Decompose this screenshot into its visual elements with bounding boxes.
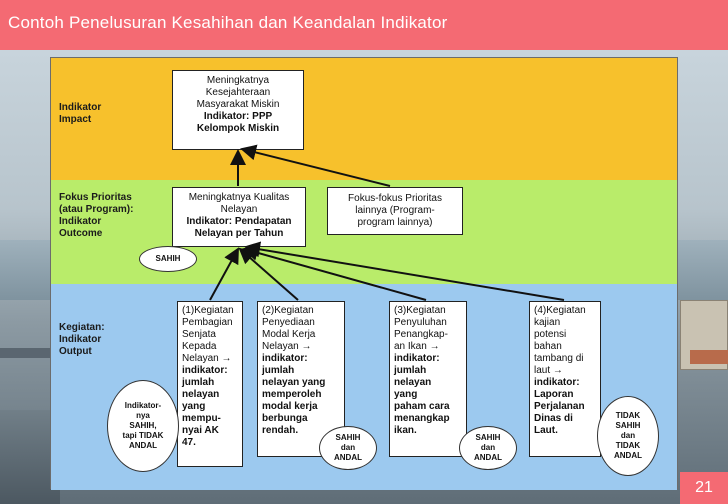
activity-line: Penangkap- xyxy=(394,329,448,340)
activity-indicator-line: Perjalanan xyxy=(534,401,585,412)
activity-line: (3)Kegiatan xyxy=(394,305,446,316)
activity-line: Penyuluhan xyxy=(394,317,447,328)
activity-line: Senjata xyxy=(182,329,216,340)
activity-line: laut → xyxy=(534,365,563,376)
outcome-indicator-line: Nelayan per Tahun xyxy=(194,228,284,239)
impact-goal-line: Kesejahteraan xyxy=(205,87,271,98)
activity-indicator-line: yang xyxy=(182,401,206,412)
outcome-band-label: Fokus Prioritas (atau Program): Indikator Outcome xyxy=(59,192,134,239)
activity-indicator-line: nelayan xyxy=(394,377,432,388)
activity-line: (4)Kegiatan xyxy=(534,305,586,316)
impact-goal-line: Masyarakat Miskin xyxy=(196,99,280,110)
activity-indicator-line: Laporan xyxy=(534,389,574,400)
activity-indicator-line: indikator: xyxy=(182,365,228,376)
oval-tidak-sahih-tidak-andal: TIDAK SAHIH dan TIDAK ANDAL xyxy=(597,396,659,476)
activity-indicator-line: mempu- xyxy=(182,413,221,424)
outcome-other-line: Fokus-fokus Prioritas xyxy=(348,193,442,204)
activity-line: potensi xyxy=(534,329,567,340)
activity-line: tambang di xyxy=(534,353,584,364)
outcome-other-line: program lainnya) xyxy=(357,217,433,228)
activity-line: Nelayan → xyxy=(182,353,232,364)
activity-indicator-line: 47. xyxy=(182,437,196,448)
activity-indicator-line: menangkap xyxy=(394,413,450,424)
activity-line: Nelayan → xyxy=(262,341,312,352)
slide-title: Contoh Penelusuran Kesahihan dan Keandalan Indikator xyxy=(8,13,448,32)
activity-indicator-line: ikan. xyxy=(394,425,417,436)
impact-band-label: Indikator Impact xyxy=(59,102,102,125)
activity-indicator-line: indikator: xyxy=(262,353,308,364)
arrow-other-to-impact xyxy=(242,149,390,186)
activity-indicator-line: jumlah xyxy=(394,365,427,376)
arrows-layer xyxy=(50,57,678,489)
activity-line: an Ikan → xyxy=(394,341,440,352)
activity-indicator-line: jumlah xyxy=(182,377,215,388)
activity-line: (2)Kegiatan xyxy=(262,305,314,316)
outcome-other-line: lainnya (Program- xyxy=(355,205,435,216)
outcome-main-line: Meningkatnya Kualitas xyxy=(188,192,290,203)
background-roof xyxy=(690,350,728,364)
arrow-act1-to-outcome xyxy=(210,249,238,300)
impact-indicator-line: Indikator: PPP xyxy=(203,111,273,122)
activity-indicator-line: jumlah xyxy=(262,365,295,376)
output-band-label: Kegiatan: Indikator Output xyxy=(59,322,105,357)
outcome-indicator-line: Indikator: Pendapatan xyxy=(186,216,292,227)
oval-sahih-tidak-andal: Indikator- nya SAHIH, tapi TIDAK ANDAL xyxy=(107,380,179,472)
oval-sahih-andal-2: SAHIH dan ANDAL xyxy=(459,426,517,470)
oval-sahih: SAHIH xyxy=(139,246,197,272)
activity-line: bahan xyxy=(534,341,562,352)
activity-line: Kepada xyxy=(182,341,217,352)
impact-goal-line: Meningkatnya xyxy=(206,75,270,86)
activity-indicator-line: rendah. xyxy=(262,425,299,436)
activity-line: Penyediaan xyxy=(262,317,315,328)
activity-indicator-line: berbunga xyxy=(262,413,308,424)
activity-line: (1)Kegiatan xyxy=(182,305,234,316)
activity-indicator-line: indikator: xyxy=(394,353,440,364)
title-bar xyxy=(0,0,728,50)
arrow-act4-to-outcome xyxy=(246,247,564,300)
arrow-act3-to-outcome xyxy=(244,249,426,300)
page-number: 21 xyxy=(680,472,728,504)
activity-indicator-line: nyai AK xyxy=(182,425,219,436)
activity-indicator-line: nelayan yang xyxy=(262,377,326,388)
activity-indicator-line: modal kerja xyxy=(262,401,318,412)
activity-indicator-line: memperoleh xyxy=(262,389,322,400)
outcome-main-line: Nelayan xyxy=(220,204,258,215)
oval-sahih-andal-1: SAHIH dan ANDAL xyxy=(319,426,377,470)
activity-indicator-line: Laut. xyxy=(534,425,558,436)
activity-indicator-line: yang xyxy=(394,389,418,400)
activity-indicator-line: Dinas di xyxy=(534,413,573,424)
activity-indicator-line: paham cara xyxy=(394,401,450,412)
impact-indicator-line: Kelompok Miskin xyxy=(196,123,280,134)
activity-line: Pembagian xyxy=(182,317,233,328)
activity-line: Modal Kerja xyxy=(262,329,316,340)
activity-indicator-line: indikator: xyxy=(534,377,580,388)
activity-indicator-line: nelayan xyxy=(182,389,220,400)
activity-line: kajian xyxy=(534,317,561,328)
